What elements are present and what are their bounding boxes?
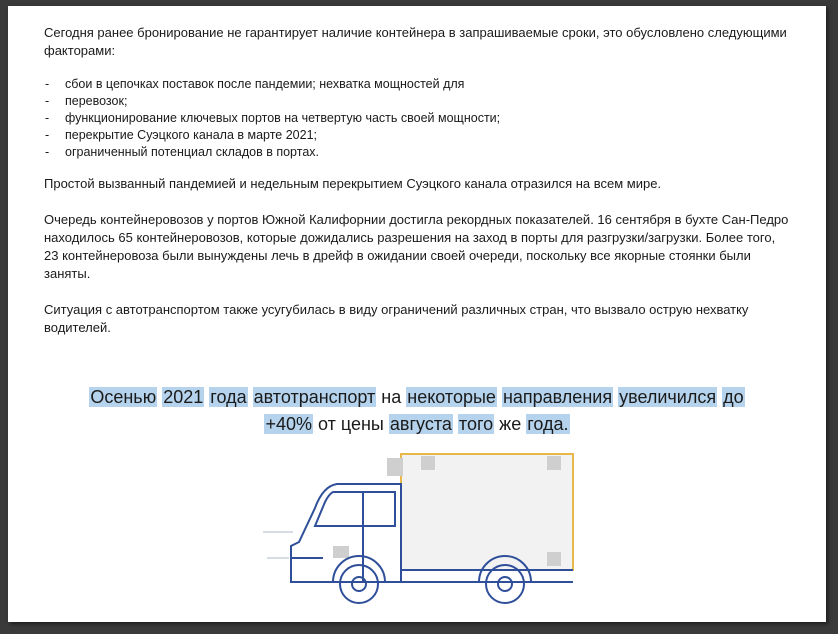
factor-item: - перевозок; <box>44 93 792 110</box>
factor-item: - перекрытие Суэцкого канала в марте 2021; <box>44 127 792 144</box>
factor-item: - сбои в цепочках поставок после пандемии; нехватка мощностей для <box>44 76 792 93</box>
truck-cargo-box <box>387 454 573 570</box>
headline-word: на <box>381 387 402 407</box>
truck-side-marker <box>333 546 349 558</box>
headline-word: 2021 <box>163 387 204 407</box>
headline-word: от <box>318 414 336 434</box>
intro-paragraph: Сегодня ранее бронирование не гарантирует наличие контейнера в запрашиваемые сроки, это обусловлено следующими факторами: <box>44 25 787 58</box>
ports-paragraph: Очередь контейнеровозов у портов Южной Калифорнии достигла рекордных показателей. 16 сентября в бухте Сан-Педро находилось 65 контейнеровозов, которые дожидались разрешения на заход в порты для разгрузки/загрузки. Более того, 23 контейнеровоза были вынуждены лечь в дрейф в ожидании своей очереди, поскольку все якорные стоянки были заняты. <box>44 212 789 281</box>
pandemic-paragraph: Простой вызванный пандемией и недельным перекрытием Суэцкого канала отразился на всем мире. <box>44 176 662 191</box>
headline-word: до <box>723 387 744 407</box>
document-page <box>8 6 826 622</box>
headline-line-2 <box>8 411 826 438</box>
headline-word: увеличился <box>619 387 717 407</box>
headline-word: цены <box>340 414 384 434</box>
headline-word: года <box>210 387 247 407</box>
truck-illustration <box>263 446 583 611</box>
headline-line-1 <box>8 384 826 411</box>
headline-word: августа <box>389 414 452 434</box>
factors-list <box>44 76 792 161</box>
headline-word: направления <box>502 387 613 407</box>
headline-word: автотранспорт <box>253 387 376 407</box>
headline-word: года. <box>527 414 569 434</box>
headline <box>8 384 826 438</box>
document-body <box>44 24 792 355</box>
truck-speed-lines <box>263 532 293 558</box>
headline-word: +40% <box>265 414 312 434</box>
headline-word: того <box>458 414 494 434</box>
factor-item: - ограниченный потенциал складов в портах. <box>44 144 792 161</box>
headline-word: некоторые <box>407 387 496 407</box>
factor-item: - функционирование ключевых портов на четвертую часть своей мощности; <box>44 110 792 127</box>
truck-front-wheel <box>333 556 385 603</box>
trucking-paragraph: Ситуация с автотранспортом также усугубилась в виду ограничений различных стран, что вызвало острую нехватку водителей. <box>44 302 749 335</box>
headline-word: же <box>499 414 522 434</box>
headline-word: Осенью <box>90 387 157 407</box>
